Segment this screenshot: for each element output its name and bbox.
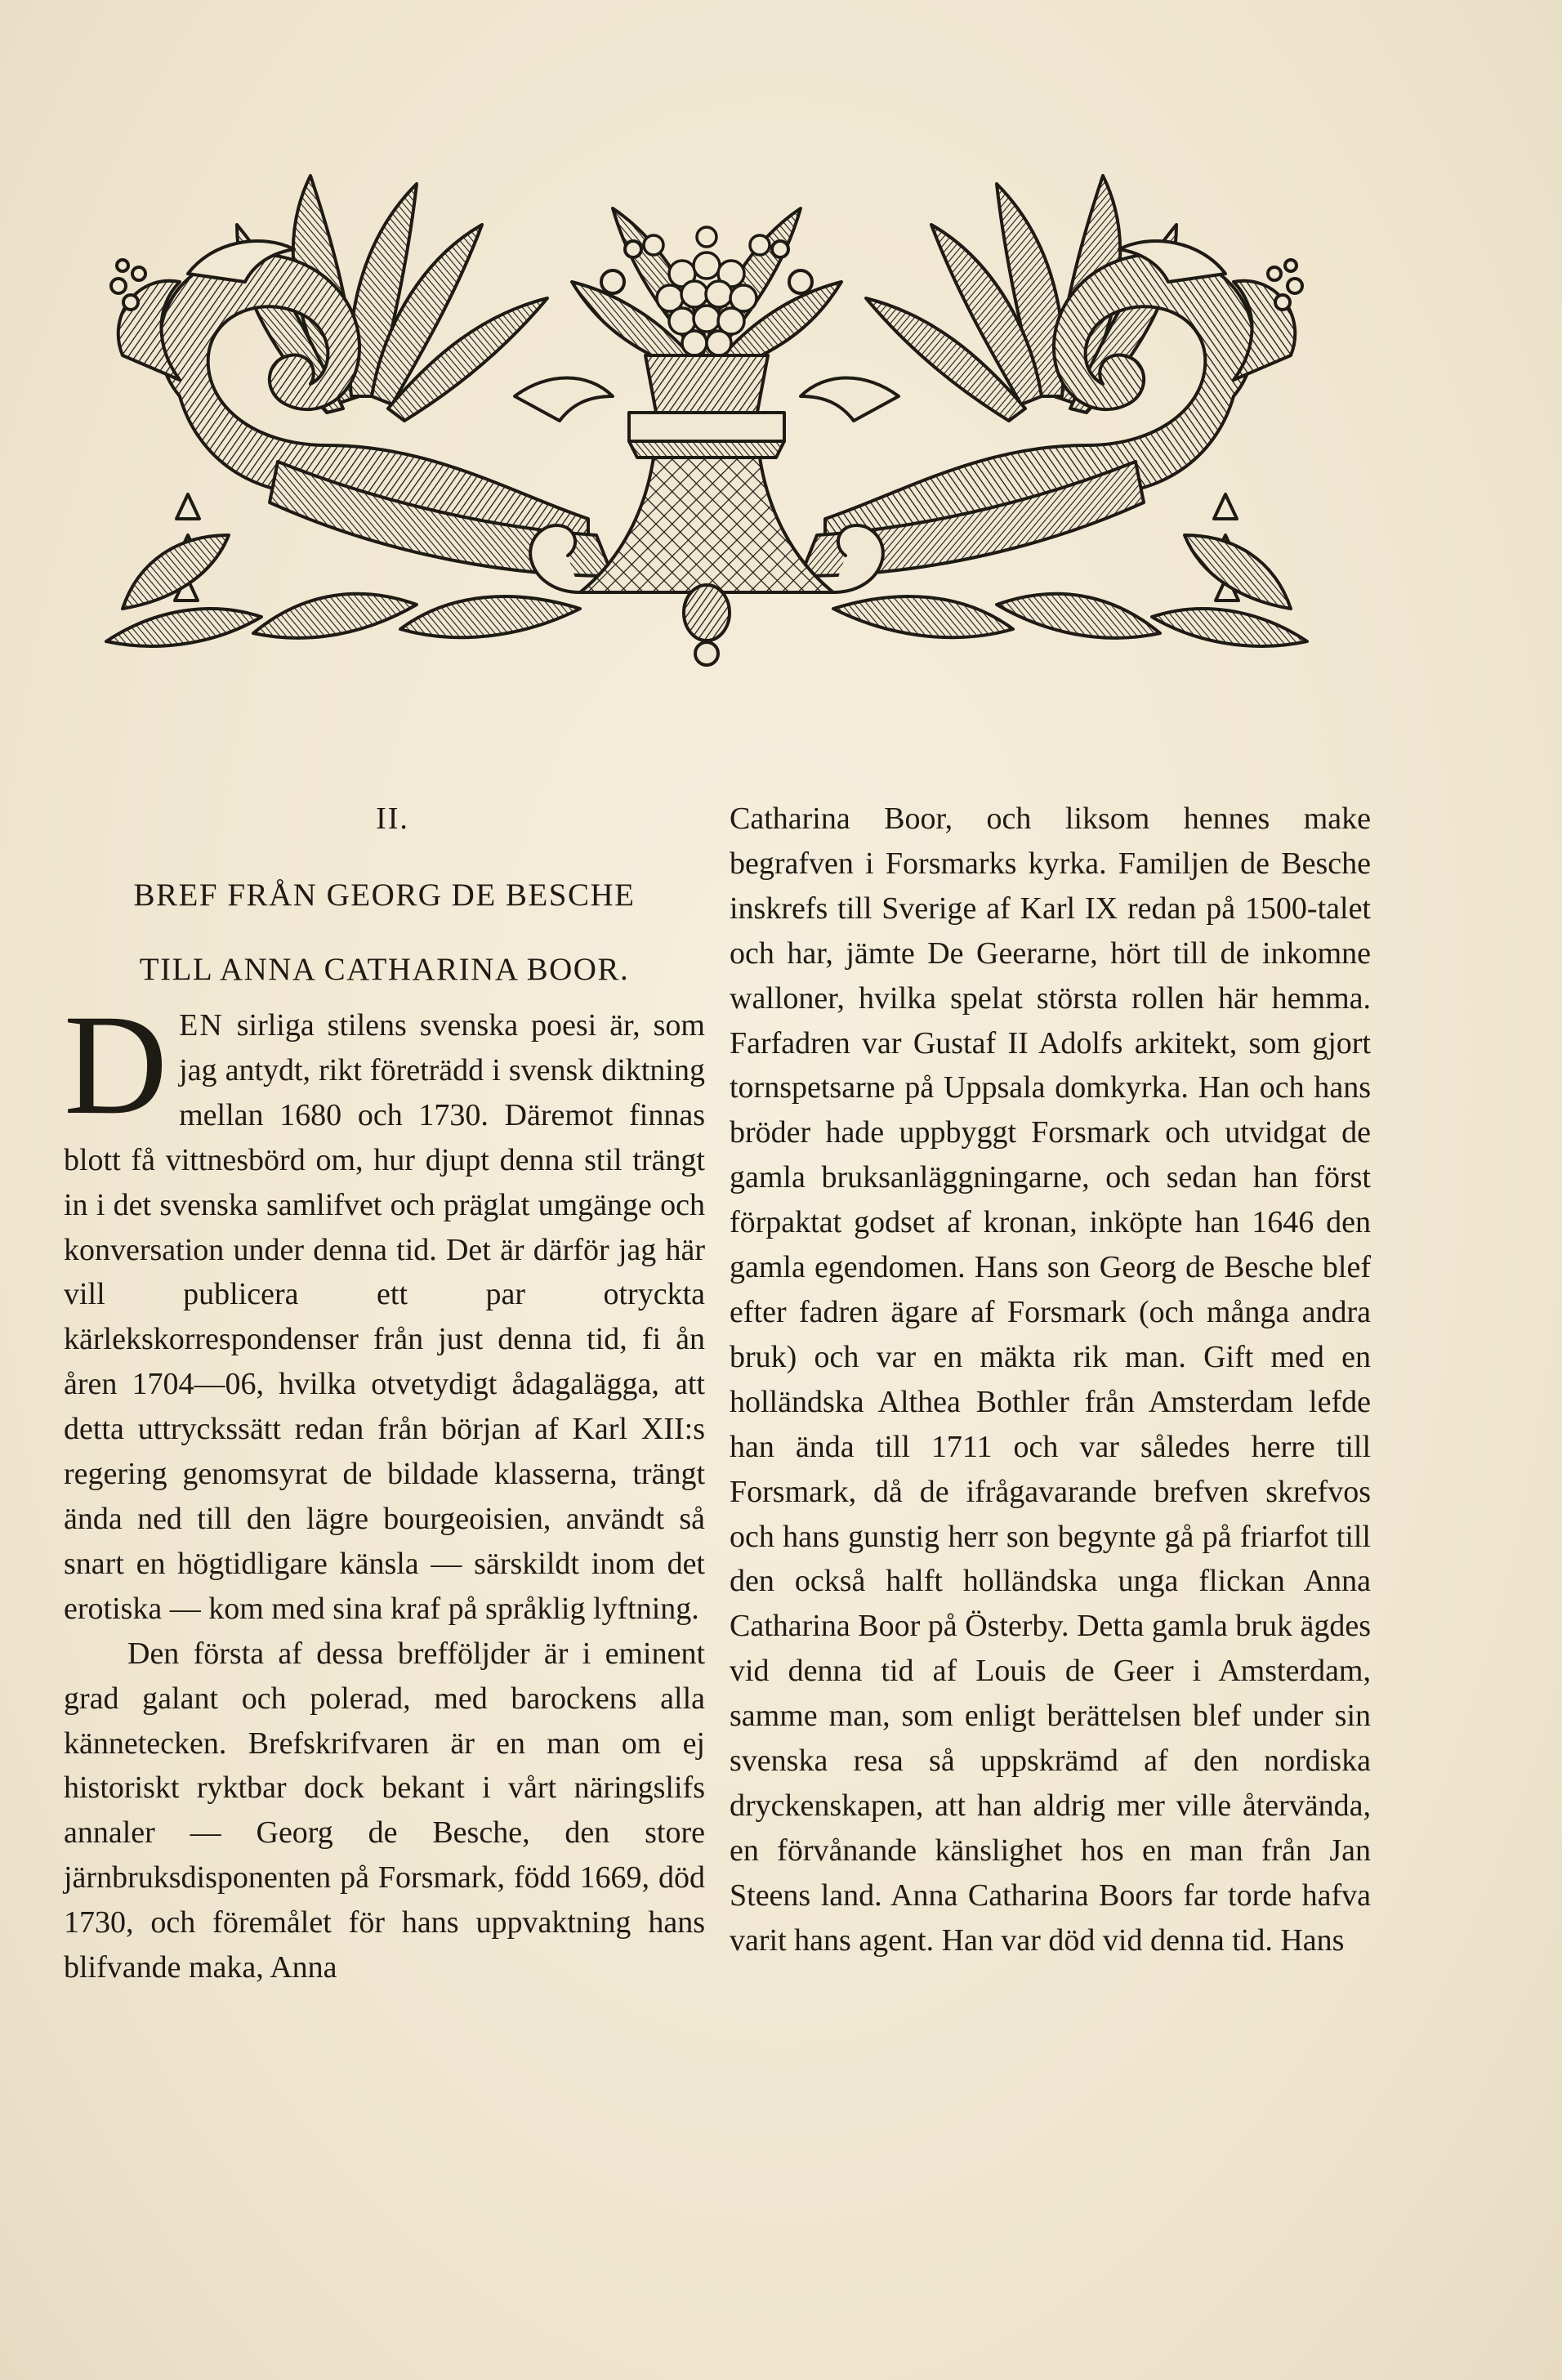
chapter-title-line2: TILL ANNA CATHARINA BOOR. [139,952,630,987]
first-word: EN [179,1008,224,1043]
right-column [730,797,1371,1963]
vase-bouquet-icon [530,208,883,665]
left-column [64,797,705,1990]
paragraph-1-text: sirliga stilens svenska poesi är, som jag antydt, rikt företrädd i svensk diktning mellan 1680 och 1730. Däremot finnas blott få vittnesbörd om, hur djupt denna stil trängt in i det svenska samlifvet och präglat umgänge och konversation under denna tid. Det är därför jag här vill publicera ett par otryckta kärlekskorrespondenser från just denna tid, fi ån åren 1704—06, hvilka otvetydigt ådagalägga, att detta uttryckssätt redan från början af Karl XII:s regering genomsyrat de bildade klasserna, trängt ända ned till den lägre bourgeoisien, användt så snart en högtidligare känsla — särskildt inom det erotiska — kom med sina kraf på språklig lyftning. [64,1008,705,1626]
baroque-ornament-icon [90,151,1323,674]
chapter-title-line1: BREF FRÅN GEORG DE BESCHE [133,877,636,913]
paragraph-2: Den första af dessa brefföljder är i eminent grad galant och polerad, med barockens alla kännetecken. Brefskrifvaren är en man om ej historiskt ryktbar dock bekant i vårt näringslifs annaler — Georg de Besche, den store järnbruksdisponenten på Forsmark, född 1669, död 1730, och föremålet för hans uppvaktning hans blifvande maka, Anna [64,1636,705,1985]
right-column-text: Catharina Boor, och liksom hennes make begrafven i Forsmarks kyrka. Familjen de Besche inskrefs till Sverige af Karl IX redan på 1500-talet och har, jämte De Geerarne, hört till de inkomne walloner, hvilka spelat största rollen här hemma. Farfadren var Gustaf II Adolfs arkitekt, som gjort tornspetsarne på Uppsala domkyrka. Han och hans bröder hade uppbyggt Forsmark och utvidgat de gamla bruksanläggningarne, och sedan han först förpaktat godset af kronan, inköpte han 1646 den gamla egendomen. Hans son Georg de Besche blef efter fadren ägare af Forsmark (och många andra bruk) och var en mäktа rik man. Gift med en holländska Althea Bothler från Amsterdam lefde han ända till 1711 och var således herre till Forsmark, då de ifrågavarande brefven skrefvos och hans gunstig herr son begynte gå på friarfot till den också halft holländska unga flickan Anna Catharina Boor på Österby. Detta gamla bruk ägdes vid denna tid af Louis de Geer i Amsterdam, samme man, som enligt berättelsen blef under sin svenska resa så uppskrämd af den nordiska dryckenskapen, att han aldrig mer ville återvända, en förvånande känslighet hos en man från Jan Steens land. Anna Catharina Boors far torde hafva varit hans agent. Han var död vid denna tid. Hans [730,802,1371,1958]
paragraph-1 [64,985,705,1632]
drop-cap: D [64,985,168,1145]
chapter-number: II. [376,802,409,836]
